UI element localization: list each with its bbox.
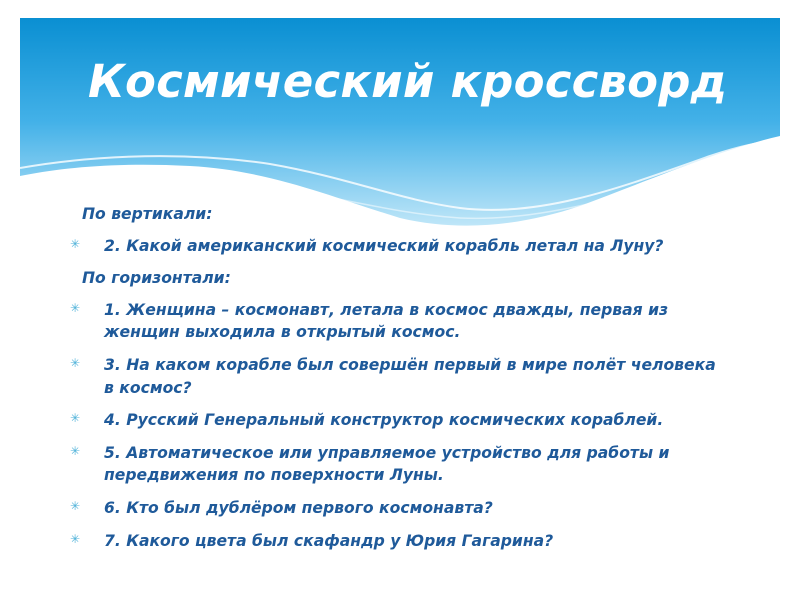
question-item <box>70 497 722 520</box>
asterisk-icon: ✳ <box>70 355 81 370</box>
question-text: 7. Какого цвета был скафандр у Юрия Гагарина? <box>104 531 554 550</box>
asterisk-icon: ✳ <box>70 237 81 252</box>
question-item <box>70 235 722 258</box>
crossword-questions <box>70 204 722 562</box>
asterisk-icon: ✳ <box>70 498 81 513</box>
asterisk-icon: ✳ <box>70 300 81 315</box>
question-item <box>70 409 722 432</box>
question-item <box>70 530 722 553</box>
question-item <box>70 354 722 399</box>
question-item <box>70 442 722 487</box>
asterisk-icon: ✳ <box>70 443 81 458</box>
section-heading-vertical: По вертикали: <box>82 205 213 223</box>
question-text: 3. На каком корабле был совершён первый в мире полёт человека в космос? <box>104 355 716 397</box>
asterisk-icon: ✳ <box>70 531 81 546</box>
section-heading-horizontal: По горизонтали: <box>82 268 231 287</box>
question-text: 4. Русский Генеральный конструктор космических кораблей. <box>104 411 664 430</box>
question-item <box>70 299 722 344</box>
asterisk-icon: ✳ <box>70 411 81 426</box>
slide-title: Космический кроссворд <box>88 55 728 108</box>
header-wave-shape <box>20 18 780 226</box>
question-text: 2. Какой американский космический корабль летал на Луну? <box>104 237 664 256</box>
question-text: 5. Автоматическое или управляемое устройство для работы и передвижения по поверхности Луны. <box>104 443 670 485</box>
question-text: 6. Кто был дублёром первого космонавта? <box>104 498 493 517</box>
question-text: 1. Женщина – космонавт, летала в космос дважды, первая из женщин выходила в открытый космос. <box>104 300 669 342</box>
